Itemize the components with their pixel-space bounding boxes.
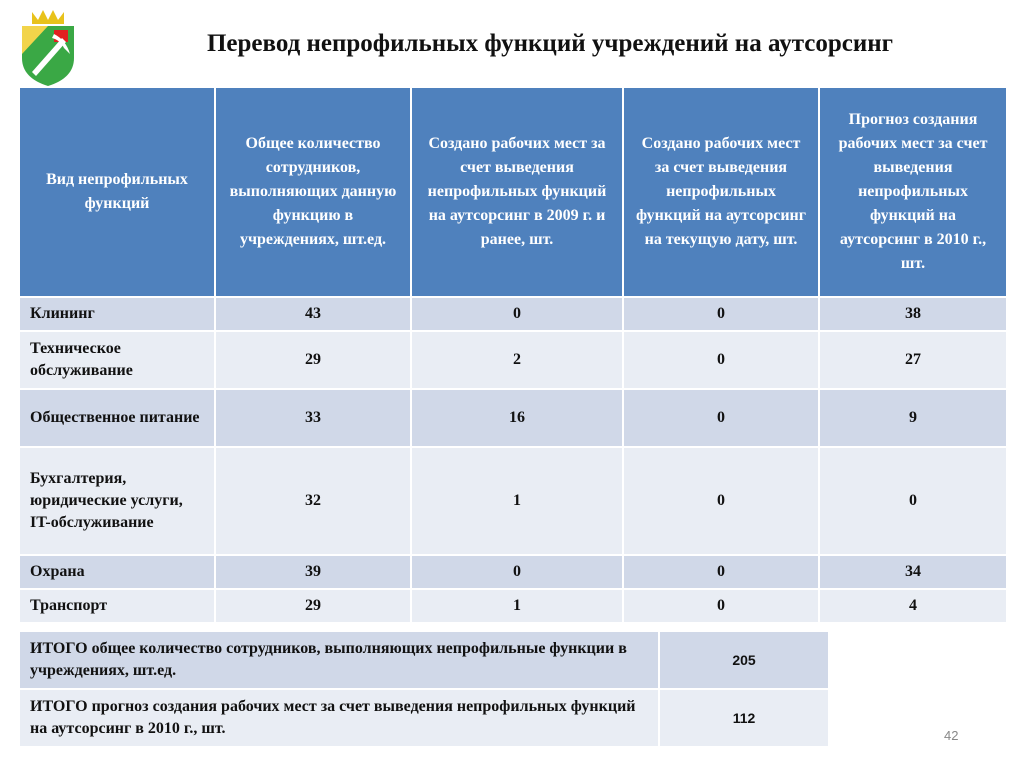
row-total-employees: 29: [215, 331, 411, 389]
row-forecast-2010: 0: [819, 447, 1007, 555]
row-function-name: Бухгалтерия, юридические услуги, IT-обслуживание: [19, 447, 215, 555]
row-function-name: Клининг: [19, 297, 215, 331]
row-created-current: 0: [623, 389, 819, 447]
row-forecast-2010: 34: [819, 555, 1007, 589]
total-forecast-value: 112: [659, 689, 829, 747]
header-forecast-2010: Прогноз создания рабочих мест за счет выведения непрофильных функций на аутсорсинг в 2010 г., шт.: [819, 87, 1007, 297]
header-total-employees: Общее количество сотрудников, выполняющих данную функцию в учреждениях, шт.ед.: [215, 87, 411, 297]
row-function-name: Общественное питание: [19, 389, 215, 447]
row-total-employees: 39: [215, 555, 411, 589]
row-total-employees: 43: [215, 297, 411, 331]
table-row: [19, 447, 1007, 555]
table-row: [19, 589, 1007, 623]
row-created-2009: 1: [411, 589, 623, 623]
outsourcing-table: [18, 86, 1008, 624]
row-created-2009: 0: [411, 297, 623, 331]
table-header-row: [19, 87, 1007, 297]
page-number: 42: [944, 728, 959, 743]
row-created-2009: 16: [411, 389, 623, 447]
header-function-type: Вид непрофильных функций: [19, 87, 215, 297]
totals-row: [19, 689, 829, 747]
row-function-name: Техническое обслуживание: [19, 331, 215, 389]
table-row: [19, 331, 1007, 389]
row-created-current: 0: [623, 555, 819, 589]
row-created-2009: 1: [411, 447, 623, 555]
row-forecast-2010: 9: [819, 389, 1007, 447]
total-forecast-label: ИТОГО прогноз создания рабочих мест за счет выведения непрофильных функций на аутсорсинг в 2010 г., шт.: [19, 689, 659, 747]
row-created-current: 0: [623, 297, 819, 331]
row-total-employees: 29: [215, 589, 411, 623]
row-created-current: 0: [623, 589, 819, 623]
table-row: [19, 297, 1007, 331]
header-created-current: Создано рабочих мест за счет выведения непрофильных функций на аутсорсинг на текущую дату, шт.: [623, 87, 819, 297]
page-title: Перевод непрофильных функций учреждений на аутсорсинг: [206, 30, 894, 57]
totals-row: [19, 631, 829, 689]
coat-of-arms-logo: [18, 8, 78, 88]
row-created-current: 0: [623, 331, 819, 389]
row-function-name: Охрана: [19, 555, 215, 589]
coat-of-arms-icon: [18, 8, 78, 88]
row-forecast-2010: 4: [819, 589, 1007, 623]
total-employees-value: 205: [659, 631, 829, 689]
row-forecast-2010: 27: [819, 331, 1007, 389]
row-function-name: Транспорт: [19, 589, 215, 623]
totals-table: [18, 630, 830, 748]
row-created-current: 0: [623, 447, 819, 555]
row-created-2009: 2: [411, 331, 623, 389]
table-row: [19, 555, 1007, 589]
header-created-2009: Создано рабочих мест за счет выведения непрофильных функций на аутсорсинг в 2009 г. и ранее, шт.: [411, 87, 623, 297]
row-forecast-2010: 38: [819, 297, 1007, 331]
row-total-employees: 33: [215, 389, 411, 447]
row-created-2009: 0: [411, 555, 623, 589]
total-employees-label: ИТОГО общее количество сотрудников, выполняющих непрофильные функции в учреждениях, шт.ед.: [19, 631, 659, 689]
table-row: [19, 389, 1007, 447]
row-total-employees: 32: [215, 447, 411, 555]
